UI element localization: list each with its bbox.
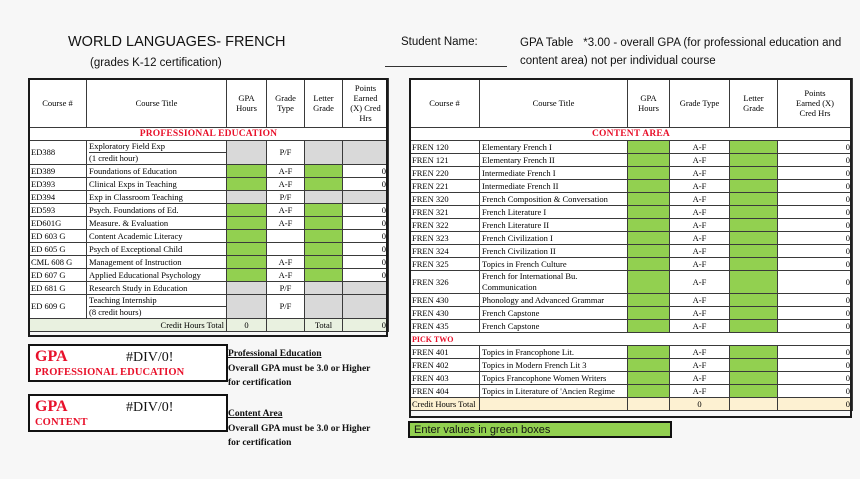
gpa-label-content: GPA — [35, 398, 68, 415]
student-name-input-line[interactable] — [385, 66, 507, 67]
course-number-cell: ED601G — [29, 217, 87, 230]
points-earned-cell: 0 — [343, 178, 389, 191]
course-number-cell: ED388 — [29, 141, 87, 165]
table-row — [410, 141, 853, 154]
gpa-hours-input-cell[interactable] — [628, 372, 670, 385]
points-earned-cell: 0 — [778, 245, 853, 258]
course-title-cell: French Capstone — [480, 320, 628, 333]
letter-grade-input-cell — [305, 282, 343, 295]
student-name-label: Student Name: — [401, 36, 478, 48]
letter-grade-input-cell[interactable] — [730, 294, 778, 307]
course-title-cell: Content Academic Literacy — [87, 230, 227, 243]
course-title-cell: Applied Educational Psychology — [87, 269, 227, 282]
course-title-cell: Measure. & Evaluation — [87, 217, 227, 230]
note-pe-line2: for certification — [228, 378, 292, 388]
table-row — [29, 141, 389, 165]
gpa-hours-input-cell[interactable] — [628, 271, 670, 294]
grade-type-cell: A-F — [670, 193, 730, 206]
letter-grade-input-cell[interactable] — [730, 141, 778, 154]
letter-grade-input-cell[interactable] — [305, 230, 343, 243]
letter-grade-input-cell[interactable] — [730, 307, 778, 320]
grade-type-cell: A-F — [670, 307, 730, 320]
note-pe-line1: Overall GPA must be 3.0 or Higher — [228, 364, 371, 374]
letter-grade-input-cell[interactable] — [730, 154, 778, 167]
course-number-cell: FREN 322 — [410, 219, 480, 232]
grade-type-cell: A-F — [670, 271, 730, 294]
page-title: WORLD LANGUAGES- FRENCH — [68, 34, 286, 50]
table-row — [410, 258, 853, 271]
letter-grade-input-cell[interactable] — [305, 269, 343, 282]
gpa-hours-input-cell[interactable] — [628, 219, 670, 232]
letter-grade-input-cell[interactable] — [305, 217, 343, 230]
grade-type-cell: A-F — [267, 269, 305, 282]
table-row — [29, 282, 389, 295]
grade-type-cell: A-F — [267, 217, 305, 230]
points-earned-cell: 0 — [343, 165, 389, 178]
note-pe-header: Professional Education — [228, 349, 322, 359]
points-earned-cell — [343, 191, 389, 204]
col-course-title: Course Title — [87, 79, 227, 128]
course-title-cell: Clinical Exps in Teaching — [87, 178, 227, 191]
right-total-points: 0 — [778, 398, 853, 411]
col-grade-type: Grade Type — [267, 79, 305, 128]
grade-type-cell: P/F — [267, 282, 305, 295]
content-area-table — [409, 78, 853, 411]
points-earned-cell: 0 — [343, 269, 389, 282]
points-earned-cell: 0 — [778, 372, 853, 385]
gpa-hours-input-cell[interactable] — [628, 258, 670, 271]
left-total-word: Total — [305, 319, 343, 332]
points-earned-cell: 0 — [778, 219, 853, 232]
table-row — [410, 372, 853, 385]
left-header-row — [29, 79, 389, 128]
grade-type-cell: A-F — [670, 346, 730, 359]
gpa-hours-input-cell[interactable] — [628, 346, 670, 359]
table-row — [410, 206, 853, 219]
grade-type-cell: A-F — [670, 258, 730, 271]
table-row — [29, 178, 389, 191]
gpa-hours-input-cell[interactable] — [628, 232, 670, 245]
letter-grade-input-cell[interactable] — [305, 178, 343, 191]
note-content-line2: for certification — [228, 438, 292, 448]
course-title-cell: Teaching Internship (8 credit hours) — [87, 295, 227, 319]
section-title-content-area: CONTENT AREA — [410, 128, 853, 141]
course-title-cell: French Literature II — [480, 219, 628, 232]
gpa-hours-input-cell[interactable] — [628, 167, 670, 180]
gpa-hours-input-cell[interactable] — [628, 294, 670, 307]
points-earned-cell: 0 — [778, 167, 853, 180]
left-total-row — [29, 319, 389, 332]
letter-grade-input-cell[interactable] — [730, 385, 778, 398]
course-title-cell: Exploratory Field Exp (1 credit hour) — [87, 141, 227, 165]
points-earned-cell: 0 — [343, 217, 389, 230]
right-total-hours: 0 — [670, 398, 730, 411]
col-gpa-hours-right: GPA Hours — [628, 79, 670, 128]
grade-type-cell — [267, 230, 305, 243]
course-number-cell: FREN 325 — [410, 258, 480, 271]
points-earned-cell: 0 — [343, 204, 389, 217]
col-letter-grade: Letter Grade — [305, 79, 343, 128]
course-title-cell: French Civilization I — [480, 232, 628, 245]
course-title-cell: Psych of Exceptional Child — [87, 243, 227, 256]
pick-two-band-row — [410, 333, 853, 346]
left-table-body — [29, 141, 389, 319]
gpa-hours-input-cell[interactable] — [628, 359, 670, 372]
right-total-label: Credit Hours Total — [410, 398, 480, 411]
course-title-cell: Exp in Classroom Teaching — [87, 191, 227, 204]
course-number-cell: FREN 220 — [410, 167, 480, 180]
gpa-note-text: *3.00 - overall GPA (for professional education and content area) not per individual course — [520, 37, 842, 67]
gpa-hours-input-cell[interactable] — [628, 245, 670, 258]
course-number-cell: FREN 430 — [410, 294, 480, 307]
course-title-cell: French Civilization II — [480, 245, 628, 258]
table-row — [410, 307, 853, 320]
points-earned-cell: 0 — [778, 232, 853, 245]
course-number-cell: FREN 401 — [410, 346, 480, 359]
grade-type-cell: A-F — [670, 245, 730, 258]
course-title-cell: Phonology and Advanced Grammar — [480, 294, 628, 307]
gpa-hours-input-cell[interactable] — [227, 165, 267, 178]
points-earned-cell: 0 — [343, 243, 389, 256]
course-number-cell: FREN 326 — [410, 271, 480, 294]
points-earned-cell: 0 — [778, 307, 853, 320]
table-row — [410, 219, 853, 232]
course-title-cell: Elementary French II — [480, 154, 628, 167]
grade-type-cell: A-F — [670, 232, 730, 245]
course-number-cell: ED 603 G — [29, 230, 87, 243]
right-table-pick-two-body — [410, 346, 853, 398]
letter-grade-input-cell[interactable] — [305, 204, 343, 217]
course-title-cell: French for International Bu. Communication — [480, 271, 628, 294]
letter-grade-input-cell[interactable] — [730, 206, 778, 219]
course-number-cell: FREN 403 — [410, 372, 480, 385]
course-number-cell: ED 681 G — [29, 282, 87, 295]
course-title-cell: Topics in Literature of 'Ancien Regime — [480, 385, 628, 398]
course-number-cell: FREN 404 — [410, 385, 480, 398]
course-number-cell: ED 607 G — [29, 269, 87, 282]
gpa-hours-input-cell[interactable] — [628, 206, 670, 219]
left-total-points: 0 — [343, 319, 389, 332]
course-number-cell: FREN 323 — [410, 232, 480, 245]
gpa-sublabel-content: CONTENT — [35, 417, 88, 428]
letter-grade-input-cell[interactable] — [730, 219, 778, 232]
table-row — [410, 245, 853, 258]
letter-grade-input-cell[interactable] — [305, 243, 343, 256]
course-number-cell: FREN 430 — [410, 307, 480, 320]
letter-grade-input-cell[interactable] — [305, 165, 343, 178]
table-row — [29, 243, 389, 256]
grade-type-cell: A-F — [670, 219, 730, 232]
grade-type-cell: A-F — [267, 165, 305, 178]
letter-grade-input-cell[interactable] — [730, 258, 778, 271]
table-row — [410, 271, 853, 294]
table-row — [29, 204, 389, 217]
letter-grade-input-cell[interactable] — [730, 245, 778, 258]
right-table-body — [410, 141, 853, 333]
gpa-value-pe: #DIV/0! — [126, 350, 174, 365]
gpa-hours-input-cell[interactable] — [227, 217, 267, 230]
gpa-hours-input-cell[interactable] — [227, 178, 267, 191]
grade-type-cell: A-F — [670, 320, 730, 333]
col-course-num: Course # — [29, 79, 87, 128]
right-header-row — [410, 79, 853, 128]
gpa-hours-input-cell[interactable] — [628, 385, 670, 398]
course-number-cell: FREN 402 — [410, 359, 480, 372]
points-earned-cell: 0 — [778, 206, 853, 219]
gpa-hours-input-cell — [227, 141, 267, 165]
letter-grade-input-cell[interactable] — [730, 372, 778, 385]
points-earned-cell: 0 — [778, 271, 853, 294]
points-earned-cell: 0 — [778, 294, 853, 307]
table-row — [410, 320, 853, 333]
course-number-cell: FREN 321 — [410, 206, 480, 219]
course-number-cell: ED393 — [29, 178, 87, 191]
col-course-title-right: Course Title — [480, 79, 628, 128]
course-title-cell: Topics in French Culture — [480, 258, 628, 271]
col-grade-type-right: Grade Type — [670, 79, 730, 128]
gpa-hours-input-cell[interactable] — [227, 269, 267, 282]
letter-grade-input-cell — [305, 295, 343, 319]
col-gpa-hours: GPA Hours — [227, 79, 267, 128]
letter-grade-input-cell[interactable] — [730, 359, 778, 372]
course-number-cell: FREN 121 — [410, 154, 480, 167]
gpa-hours-input-cell[interactable] — [628, 320, 670, 333]
gpa-hours-input-cell[interactable] — [628, 193, 670, 206]
letter-grade-input-cell[interactable] — [730, 232, 778, 245]
letter-grade-input-cell[interactable] — [730, 346, 778, 359]
course-number-cell: ED389 — [29, 165, 87, 178]
points-earned-cell: 0 — [778, 346, 853, 359]
gpa-hours-input-cell[interactable] — [628, 154, 670, 167]
gpa-hours-input-cell[interactable] — [227, 230, 267, 243]
left-section-band-row — [29, 128, 389, 141]
gpa-hours-input-cell — [227, 295, 267, 319]
letter-grade-input-cell[interactable] — [730, 320, 778, 333]
col-letter-grade-right: Letter Grade — [730, 79, 778, 128]
table-row — [29, 256, 389, 269]
course-number-cell: FREN 324 — [410, 245, 480, 258]
points-earned-cell: 0 — [778, 320, 853, 333]
table-row — [410, 154, 853, 167]
table-row — [410, 180, 853, 193]
grade-type-cell: A-F — [670, 206, 730, 219]
letter-grade-input-cell — [305, 191, 343, 204]
letter-grade-input-cell[interactable] — [730, 167, 778, 180]
gpa-hours-input-cell[interactable] — [628, 180, 670, 193]
col-course-num-right: Course # — [410, 79, 480, 128]
gpa-label-pe: GPA — [35, 348, 68, 365]
note-content-line1: Overall GPA must be 3.0 or Higher — [228, 424, 371, 434]
col-points-earned: Points Earned (X) Cred Hrs — [343, 79, 389, 128]
grade-type-cell: A-F — [267, 204, 305, 217]
letter-grade-input-cell — [305, 141, 343, 165]
gpa-hours-input-cell — [227, 282, 267, 295]
note-professional-education — [228, 347, 408, 390]
course-number-cell: ED 609 G — [29, 295, 87, 319]
table-row — [29, 217, 389, 230]
course-number-cell: CML 608 G — [29, 256, 87, 269]
left-total-spacer — [267, 319, 305, 332]
grade-type-cell: P/F — [267, 191, 305, 204]
course-number-cell: FREN 221 — [410, 180, 480, 193]
course-title-cell: Topics in Modern French Lit 3 — [480, 359, 628, 372]
course-title-cell: Management of Instruction — [87, 256, 227, 269]
course-title-cell: French Capstone — [480, 307, 628, 320]
points-earned-cell — [343, 295, 389, 319]
points-earned-cell: 0 — [343, 256, 389, 269]
left-total-label: Credit Hours Total — [29, 319, 227, 332]
course-number-cell: FREN 435 — [410, 320, 480, 333]
table-row — [410, 359, 853, 372]
table-row — [29, 191, 389, 204]
gpa-hours-input-cell[interactable] — [628, 307, 670, 320]
course-title-cell: French Composition & Conversation — [480, 193, 628, 206]
points-earned-cell: 0 — [778, 258, 853, 271]
grade-type-cell: A-F — [670, 294, 730, 307]
grade-type-cell — [267, 243, 305, 256]
course-title-cell: Psych. Foundations of Ed. — [87, 204, 227, 217]
table-row — [29, 230, 389, 243]
course-title-cell: Topics Francophone Women Writers — [480, 372, 628, 385]
table-row — [29, 165, 389, 178]
letter-grade-input-cell[interactable] — [305, 256, 343, 269]
gpa-hours-input-cell[interactable] — [227, 204, 267, 217]
grade-type-cell: A-F — [267, 178, 305, 191]
table-row — [410, 346, 853, 359]
gpa-table-note — [520, 34, 856, 70]
gpa-hours-input-cell — [227, 191, 267, 204]
table-row — [29, 269, 389, 282]
grade-type-cell: A-F — [670, 180, 730, 193]
course-number-cell: ED593 — [29, 204, 87, 217]
points-earned-cell: 0 — [343, 230, 389, 243]
table-row — [410, 232, 853, 245]
course-title-cell: Elementary French I — [480, 141, 628, 154]
gpa-box-professional-education — [28, 344, 228, 382]
points-earned-cell — [343, 141, 389, 165]
grade-type-cell: A-F — [670, 359, 730, 372]
course-title-cell: French Literature I — [480, 206, 628, 219]
letter-grade-input-cell[interactable] — [730, 180, 778, 193]
table-row — [410, 294, 853, 307]
grade-type-cell: A-F — [670, 167, 730, 180]
grade-type-cell: P/F — [267, 141, 305, 165]
course-number-cell: ED 605 G — [29, 243, 87, 256]
right-section-band-row — [410, 128, 853, 141]
points-earned-cell: 0 — [778, 180, 853, 193]
course-number-cell: ED394 — [29, 191, 87, 204]
gpa-value-content: #DIV/0! — [126, 400, 174, 415]
note-content-area — [228, 407, 408, 450]
professional-education-table — [28, 78, 389, 332]
table-row — [410, 193, 853, 206]
grade-type-cell: A-F — [670, 385, 730, 398]
points-earned-cell: 0 — [778, 141, 853, 154]
grade-type-cell: P/F — [267, 295, 305, 319]
points-earned-cell: 0 — [778, 154, 853, 167]
gpa-table-label: GPA Table — [520, 37, 574, 49]
gpa-hours-input-cell[interactable] — [227, 256, 267, 269]
table-row — [410, 167, 853, 180]
green-box-legend: Enter values in green boxes — [408, 421, 672, 438]
col-points-earned-right: Points Earned (X) Cred Hrs — [778, 79, 853, 128]
right-total-row — [410, 398, 853, 411]
course-title-cell: Research Study in Education — [87, 282, 227, 295]
gpa-sublabel-pe: PROFESSIONAL EDUCATION — [35, 367, 185, 378]
gpa-hours-input-cell[interactable] — [628, 141, 670, 154]
letter-grade-input-cell[interactable] — [730, 193, 778, 206]
note-content-header: Content Area — [228, 409, 283, 419]
table-row — [410, 385, 853, 398]
gpa-box-content — [28, 394, 228, 432]
grade-type-cell: A-F — [670, 154, 730, 167]
section-title-professional-education: PROFESSIONAL EDUCATION — [29, 128, 389, 141]
grade-type-cell: A-F — [267, 256, 305, 269]
grade-type-cell: A-F — [670, 372, 730, 385]
right-total-spacer2 — [628, 398, 670, 411]
left-total-hours: 0 — [227, 319, 267, 332]
points-earned-cell: 0 — [778, 385, 853, 398]
course-title-cell: Foundations of Education — [87, 165, 227, 178]
table-row — [29, 295, 389, 319]
gpa-hours-input-cell[interactable] — [227, 243, 267, 256]
pick-two-label: PICK TWO — [410, 333, 853, 346]
points-earned-cell — [343, 282, 389, 295]
right-total-spacer1 — [480, 398, 628, 411]
course-number-cell: FREN 120 — [410, 141, 480, 154]
course-title-cell: Topics in Francophone Lit. — [480, 346, 628, 359]
right-total-spacer3 — [730, 398, 778, 411]
course-number-cell: FREN 320 — [410, 193, 480, 206]
course-title-cell: Intermediate French I — [480, 167, 628, 180]
grade-type-cell: A-F — [670, 141, 730, 154]
points-earned-cell: 0 — [778, 193, 853, 206]
page-subtitle: (grades K-12 certification) — [90, 57, 222, 69]
letter-grade-input-cell[interactable] — [730, 271, 778, 294]
points-earned-cell: 0 — [778, 359, 853, 372]
course-title-cell: Intermediate French II — [480, 180, 628, 193]
